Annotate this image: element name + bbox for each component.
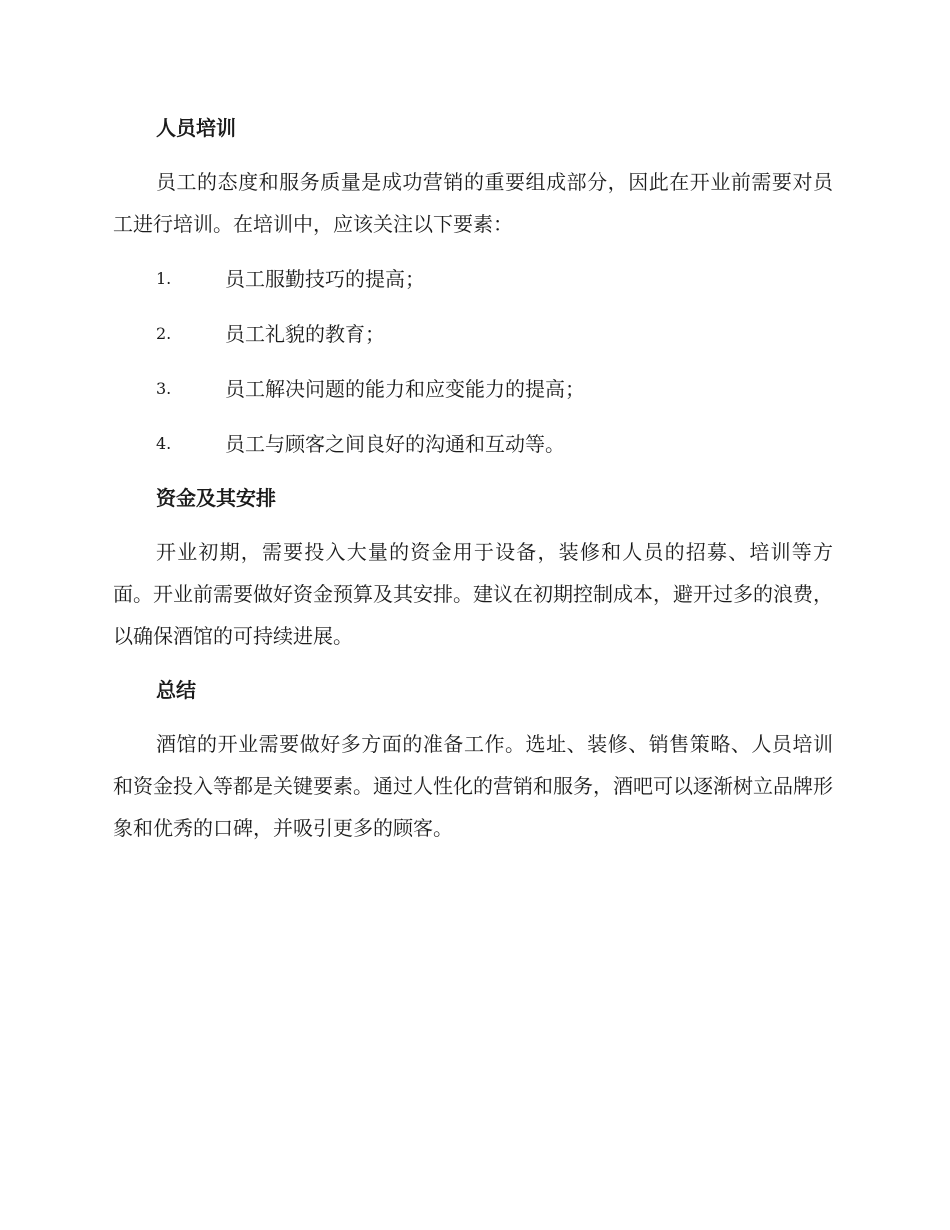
section-paragraph-staff-training: 员工的态度和服务质量是成功营销的重要组成部分，因此在开业前需要对员工进行培训。在培训中，应该关注以下要素： xyxy=(113,170,833,236)
list-item xyxy=(113,368,833,410)
list-item-text: 员工与顾客之间良好的沟通和互动等。 xyxy=(225,432,565,456)
section-paragraph-summary: 酒馆的开业需要做好多方面的准备工作。选址、装修、销售策略、人员培训和资金投入等都是关键要素。通过人性化的营销和服务，酒吧可以逐渐树立品牌形象和优秀的口碑，并吸引更多的顾客。 xyxy=(113,732,833,840)
section-heading-staff-training: 人员培训 xyxy=(156,116,236,140)
list-item-text: 员工礼貌的教育； xyxy=(225,322,385,346)
list-item xyxy=(113,258,833,300)
section-heading-summary: 总结 xyxy=(156,678,196,702)
list-item-number: 1. xyxy=(156,269,172,288)
list-item-number: 4. xyxy=(156,434,172,453)
document-body xyxy=(113,108,833,862)
section-paragraph-funding: 开业初期，需要投入大量的资金用于设备，装修和人员的招募、培训等方面。开业前需要做好资金预算及其安排。建议在初期控制成本，避开过多的浪费，以确保酒馆的可持续进展。 xyxy=(113,540,833,648)
section-heading-funding: 资金及其安排 xyxy=(156,486,276,510)
list-item-number: 3. xyxy=(156,379,172,398)
list-item xyxy=(113,313,833,355)
list-item-text: 员工解决问题的能力和应变能力的提高； xyxy=(225,377,585,401)
list-item-text: 员工服勤技巧的提高； xyxy=(225,267,425,291)
list-item-number: 2. xyxy=(156,324,172,343)
training-elements-list xyxy=(113,258,833,465)
list-item xyxy=(113,423,833,465)
